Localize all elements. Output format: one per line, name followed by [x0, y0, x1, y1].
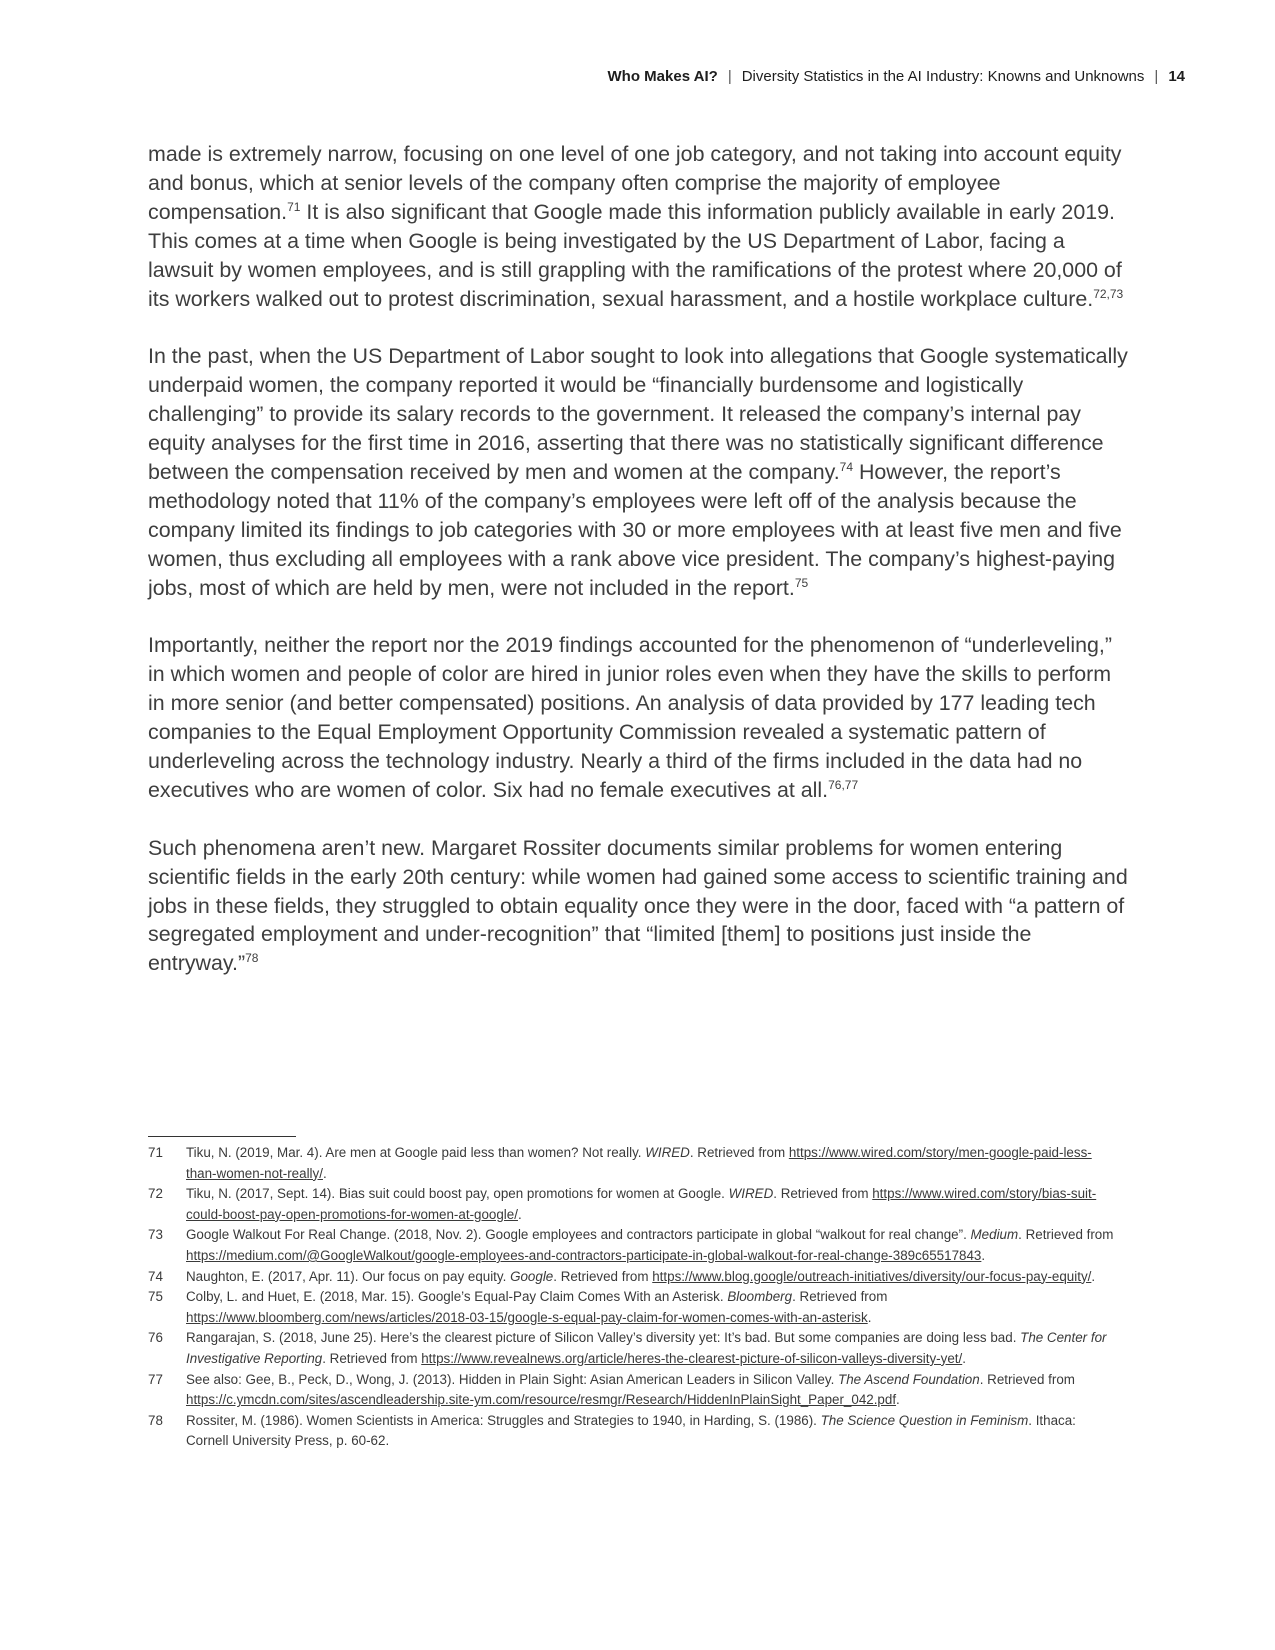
footnote-link[interactable]: https://medium.com/@GoogleWalkout/google-employees-and-contractors-participate-in-global-walkout-for-real-change-389c65517843	[186, 1247, 982, 1263]
footnote-link[interactable]: https://www.bloomberg.com/news/articles/2018-03-15/google-s-equal-pay-claim-for-women-comes-with-an-asterisk	[186, 1309, 868, 1325]
footnote: 76 Rangarajan, S. (2018, June 25). Here’s the clearest picture of Silicon Valley’s diversity yet: It’s bad. But some companies are doing less bad. The Center for Investigative Reporting. Retrieved from https://www.revealnews.org/article/heres-the-clearest-picture-of-silicon-valleys-diversity-yet/.	[148, 1328, 1116, 1369]
paragraph: Importantly, neither the report nor the 2019 findings accounted for the phenomenon of “underleveling,” in which women and people of color are hired in junior roles even when they have the skills to perform in more senior (and better compensated) positions. An analysis of data provided by 177 leading tech companies to the Equal Employment Opportunity Commission revealed a systematic pattern of underleveling across the technology industry. Nearly a third of the firms included in the data had no executives who are women of color. Six had no female executives at all.$^{76,77}$	[148, 633, 1112, 802]
footnote-divider	[148, 1136, 296, 1137]
footnote-link[interactable]: https://www.revealnews.org/article/heres-the-clearest-picture-of-silicon-valleys-diversity-yet/	[421, 1350, 963, 1366]
section-title: Diversity Statistics in the AI Industry: Knowns and Unknowns	[741, 68, 1145, 85]
footnote-link[interactable]: https://www.blog.google/outreach-initiatives/diversity/our-focus-pay-equity/	[652, 1268, 1092, 1284]
footnote: 72 Tiku, N. (2017, Sept. 14). Bias suit could boost pay, open promotions for women at Google. WIRED. Retrieved from https://www.wired.com/story/bias-suit-could-boost-pay-open-promotions-for-women-at-google/.	[148, 1184, 1116, 1225]
footnote-ref[interactable]: 72,73	[1093, 286, 1124, 301]
running-header	[608, 68, 1185, 85]
footnote-number: 74	[148, 1268, 163, 1284]
footnote-ref[interactable]: 71	[287, 199, 301, 214]
paragraph: In the past, when the US Department of Labor sought to look into allegations that Google systematically underpaid women, the company reported it would be “financially burdensome and logistically challenging” to provide its salary records to the government. It released the company’s internal pay equity analyses for the first time in 2016, asserting that there was no statistically significant difference between the compensation received by men and women at the company.$^{74}$ However, the report’s methodology noted that 11% of the company’s employees were left off of the analysis because the company limited its findings to job categories with 30 or more employees with at least five men and five women, thus excluding all employees with a rank above vice president. The company’s highest-paying jobs, most of which are held by men, were not included in the report.$^{75}$	[148, 344, 1128, 600]
header-separator: |	[727, 68, 732, 85]
footnote-number: 78	[148, 1412, 163, 1428]
footnote: 71 Tiku, N. (2019, Mar. 4). Are men at Google paid less than women? Not really. WIRED. Retrieved from https://www.wired.com/story/men-google-paid-less-than-women-not-really/.	[148, 1143, 1116, 1184]
footnote: 73 Google Walkout For Real Change. (2018, Nov. 2). Google employees and contractors participate in global “walkout for real change”. Medium. Retrieved from https://medium.com/@GoogleWalkout/google-employees-and-contractors-participate-in-global-walkout-for-real-change-389c65517843.	[148, 1225, 1116, 1266]
footnote-link[interactable]: https://c.ymcdn.com/sites/ascendleadership.site-ym.com/resource/resmgr/Research/HiddenInPlainSight_Paper_042.pdf	[186, 1392, 897, 1408]
footnote: 74 Naughton, E. (2017, Apr. 11). Our focus on pay equity. Google. Retrieved from https://www.blog.google/outreach-initiatives/diversity/our-focus-pay-equity/.	[148, 1267, 1116, 1288]
footnote-number: 76	[148, 1330, 163, 1346]
footnote-ref[interactable]: 74	[839, 459, 854, 474]
footnote-number: 77	[148, 1371, 163, 1387]
paragraph: Such phenomena aren’t new. Margaret Rossiter documents similar problems for women entering scientific fields in the early 20th century: while women had gained some access to scientific training and jobs in these fields, they struggled to obtain equality once they were in the door, faced with “a pattern of segregated employment and under-recognition” that “limited [them] to positions just inside the entryway.”$^{78}$	[148, 835, 1128, 976]
paragraph: made is extremely narrow, focusing on one level of one job category, and not taking into account equity and bonus, which at senior levels of the company often comprise the majority of employee compensation.$^{71}$ It is also significant that Google made this information publicly available in early 2019. This comes at a time when Google is being investigated by the US Department of Labor, facing a lawsuit by women employees, and is still grappling with the ramifications of the protest where 20,000 of its workers walked out to protest discrimination, sexual harassment, and a hostile workplace culture.$^{72,73}$	[148, 142, 1124, 311]
page-number: 14	[1168, 68, 1185, 85]
footnote-link[interactable]: https://www.wired.com/story/men-google-paid-less-than-women-not-really/	[186, 1145, 1092, 1181]
footnote-ref[interactable]: 76,77	[828, 777, 859, 792]
footnote-number: 71	[148, 1145, 163, 1160]
footnote: 75 Colby, L. and Huet, E. (2018, Mar. 15). Google’s Equal-Pay Claim Comes With an Asterisk. Bloomberg. Retrieved from https://www.bloomberg.com/news/articles/2018-03-15/google-s-equal-pay-claim-for-women-comes-with-an-asterisk.	[148, 1287, 1116, 1328]
footnote-link[interactable]: https://www.wired.com/story/bias-suit-could-boost-pay-open-promotions-for-women-at-google/	[186, 1186, 1097, 1222]
footnotes	[148, 1143, 1116, 1452]
header-separator: |	[1154, 68, 1159, 85]
footnote: 77 See also: Gee, B., Peck, D., Wong, J. (2013). Hidden in Plain Sight: Asian American Leaders in Silicon Valley. The Ascend Foundation. Retrieved from https://c.ymcdn.com/sites/ascendleadership.site-ym.com/resource/resmgr/Research/HiddenInPlainSight_Paper_042.pdf.	[148, 1370, 1116, 1411]
footnote-number: 72	[148, 1186, 163, 1202]
report-title: Who Makes AI?	[607, 68, 718, 85]
footnote-number: 73	[148, 1227, 163, 1243]
footnote-ref[interactable]: 75	[794, 575, 809, 590]
body-text	[148, 140, 1128, 978]
footnote-number: 75	[148, 1289, 163, 1305]
footnote: 78 Rossiter, M. (1986). Women Scientists in America: Struggles and Strategies to 1940, in Harding, S. (1986). The Science Question in Feminism. Ithaca: Cornell University Press, p. 60-62.	[148, 1411, 1116, 1452]
footnote-ref[interactable]: 78	[245, 951, 259, 966]
